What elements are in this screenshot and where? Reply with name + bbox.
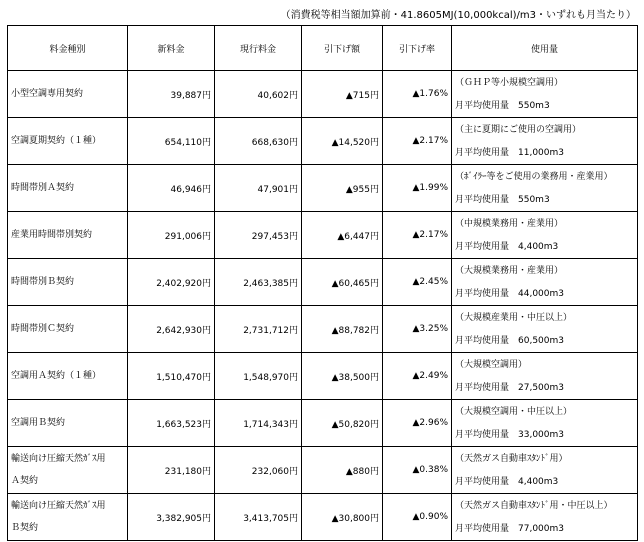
usage-amount: 月平均使用量 4,400m3 bbox=[455, 477, 559, 487]
usage bbox=[452, 400, 638, 447]
table-row bbox=[8, 447, 638, 494]
reduction-rate: ▲1.99% bbox=[383, 165, 452, 212]
usage-description: （天然ガス自動車ｽﾀﾝﾄﾞ用・中圧以上） bbox=[455, 501, 613, 511]
reduction-rate: ▲3.25% bbox=[383, 306, 452, 353]
rate-type bbox=[8, 212, 128, 259]
table-row bbox=[8, 353, 638, 400]
table-row bbox=[8, 118, 638, 165]
usage-description: （天然ガス自動車ｽﾀﾝﾄﾞ用） bbox=[455, 454, 568, 464]
reduction-rate: ▲2.96% bbox=[383, 400, 452, 447]
usage-description: （ﾎﾞｲﾗｰ等をご使用の業務用・産業用） bbox=[455, 172, 613, 182]
table-row bbox=[8, 165, 638, 212]
reduction-amount: ▲14,520円 bbox=[302, 118, 383, 165]
new-price: 39,887円 bbox=[128, 71, 215, 118]
current-price: 1,548,970円 bbox=[215, 353, 302, 400]
rate-type-line1: 時間帯別Ｃ契約 bbox=[11, 324, 75, 334]
header-type: 料金種別 bbox=[8, 26, 128, 71]
rate-type-line1: 時間帯別Ｂ契約 bbox=[11, 277, 75, 287]
usage bbox=[452, 353, 638, 400]
rate-type bbox=[8, 165, 128, 212]
table-row bbox=[8, 259, 638, 306]
table-row bbox=[8, 494, 638, 541]
usage-description: （大規模業務用・産業用） bbox=[455, 266, 564, 276]
usage-amount: 月平均使用量 4,400m3 bbox=[455, 242, 559, 252]
usage-description: （大規模空調用） bbox=[455, 360, 528, 370]
header-reduction: 引下げ額 bbox=[302, 26, 383, 71]
new-price: 46,946円 bbox=[128, 165, 215, 212]
usage bbox=[452, 118, 638, 165]
rate-type bbox=[8, 259, 128, 306]
usage bbox=[452, 494, 638, 541]
table-note: （消費税等相当額加算前・41.8605MJ(10,000kcal)/m3・いずれも月当たり） bbox=[280, 10, 636, 21]
rate-table bbox=[7, 25, 638, 541]
reduction-amount: ▲60,465円 bbox=[302, 259, 383, 306]
rate-type-line1: 産業用時間帯別契約 bbox=[11, 230, 93, 240]
header-usage: 使用量 bbox=[452, 26, 638, 71]
rate-type bbox=[8, 118, 128, 165]
rate-type bbox=[8, 400, 128, 447]
reduction-rate: ▲1.76% bbox=[383, 71, 452, 118]
rate-type-line1: 輸送向け圧縮天然ｶﾞｽ用 bbox=[11, 454, 106, 464]
reduction-rate: ▲0.38% bbox=[383, 447, 452, 494]
usage-amount: 月平均使用量 550m3 bbox=[455, 101, 550, 111]
table-row bbox=[8, 400, 638, 447]
usage bbox=[452, 212, 638, 259]
rate-type bbox=[8, 353, 128, 400]
rate-type-line1: 空調用Ｂ契約 bbox=[11, 418, 66, 428]
rate-type-line1: 小型空調専用契約 bbox=[11, 89, 84, 99]
reduction-rate: ▲2.17% bbox=[383, 118, 452, 165]
usage-amount: 月平均使用量 11,000m3 bbox=[455, 148, 564, 158]
new-price: 2,402,920円 bbox=[128, 259, 215, 306]
table-row bbox=[8, 212, 638, 259]
header-new-price: 新料金 bbox=[128, 26, 215, 71]
current-price: 232,060円 bbox=[215, 447, 302, 494]
current-price: 2,463,385円 bbox=[215, 259, 302, 306]
usage-amount: 月平均使用量 550m3 bbox=[455, 195, 550, 205]
usage-amount: 月平均使用量 33,000m3 bbox=[455, 430, 564, 440]
header-row bbox=[8, 26, 638, 71]
new-price: 1,510,470円 bbox=[128, 353, 215, 400]
current-price: 2,731,712円 bbox=[215, 306, 302, 353]
reduction-amount: ▲30,800円 bbox=[302, 494, 383, 541]
rate-type-line2: Ｂ契約 bbox=[11, 523, 39, 533]
reduction-amount: ▲38,500円 bbox=[302, 353, 383, 400]
usage-description: （ＧＨＰ等小規模空調用） bbox=[455, 78, 564, 88]
usage-amount: 月平均使用量 77,000m3 bbox=[455, 524, 564, 534]
reduction-amount: ▲715円 bbox=[302, 71, 383, 118]
reduction-amount: ▲6,447円 bbox=[302, 212, 383, 259]
reduction-rate: ▲2.45% bbox=[383, 259, 452, 306]
reduction-rate: ▲2.17% bbox=[383, 212, 452, 259]
rate-type-line1: 輸送向け圧縮天然ｶﾞｽ用 bbox=[11, 501, 106, 511]
rate-type-line1: 時間帯別Ａ契約 bbox=[11, 183, 75, 193]
current-price: 297,453円 bbox=[215, 212, 302, 259]
reduction-amount: ▲955円 bbox=[302, 165, 383, 212]
usage-amount: 月平均使用量 60,500m3 bbox=[455, 336, 564, 346]
reduction-amount: ▲88,782円 bbox=[302, 306, 383, 353]
rate-type-line1: 空調用Ａ契約（１種） bbox=[11, 371, 102, 381]
usage-description: （主に夏期にご使用の空調用） bbox=[455, 125, 582, 135]
new-price: 231,180円 bbox=[128, 447, 215, 494]
rate-type bbox=[8, 447, 128, 494]
current-price: 47,901円 bbox=[215, 165, 302, 212]
reduction-amount: ▲50,820円 bbox=[302, 400, 383, 447]
current-price: 1,714,343円 bbox=[215, 400, 302, 447]
current-price: 3,413,705円 bbox=[215, 494, 302, 541]
usage bbox=[452, 306, 638, 353]
header-current-price: 現行料金 bbox=[215, 26, 302, 71]
new-price: 1,663,523円 bbox=[128, 400, 215, 447]
rate-type-line1: 空調夏期契約（１種） bbox=[11, 136, 102, 146]
usage-amount: 月平均使用量 44,000m3 bbox=[455, 289, 564, 299]
rate-type bbox=[8, 306, 128, 353]
usage bbox=[452, 165, 638, 212]
usage-description: （大規模産業用・中圧以上） bbox=[455, 313, 573, 323]
current-price: 668,630円 bbox=[215, 118, 302, 165]
rate-type-line2: Ａ契約 bbox=[11, 476, 39, 486]
usage-amount: 月平均使用量 27,500m3 bbox=[455, 383, 564, 393]
usage bbox=[452, 71, 638, 118]
new-price: 654,110円 bbox=[128, 118, 215, 165]
reduction-rate: ▲2.49% bbox=[383, 353, 452, 400]
new-price: 2,642,930円 bbox=[128, 306, 215, 353]
reduction-rate: ▲0.90% bbox=[383, 494, 452, 541]
table-row bbox=[8, 71, 638, 118]
new-price: 3,382,905円 bbox=[128, 494, 215, 541]
rate-type bbox=[8, 71, 128, 118]
reduction-amount: ▲880円 bbox=[302, 447, 383, 494]
new-price: 291,006円 bbox=[128, 212, 215, 259]
usage-description: （中規模業務用・産業用） bbox=[455, 219, 564, 229]
usage-description: （大規模空調用・中圧以上） bbox=[455, 407, 573, 417]
usage bbox=[452, 447, 638, 494]
current-price: 40,602円 bbox=[215, 71, 302, 118]
rate-type bbox=[8, 494, 128, 541]
usage bbox=[452, 259, 638, 306]
header-reduction-rate: 引下げ率 bbox=[383, 26, 452, 71]
table-row bbox=[8, 306, 638, 353]
